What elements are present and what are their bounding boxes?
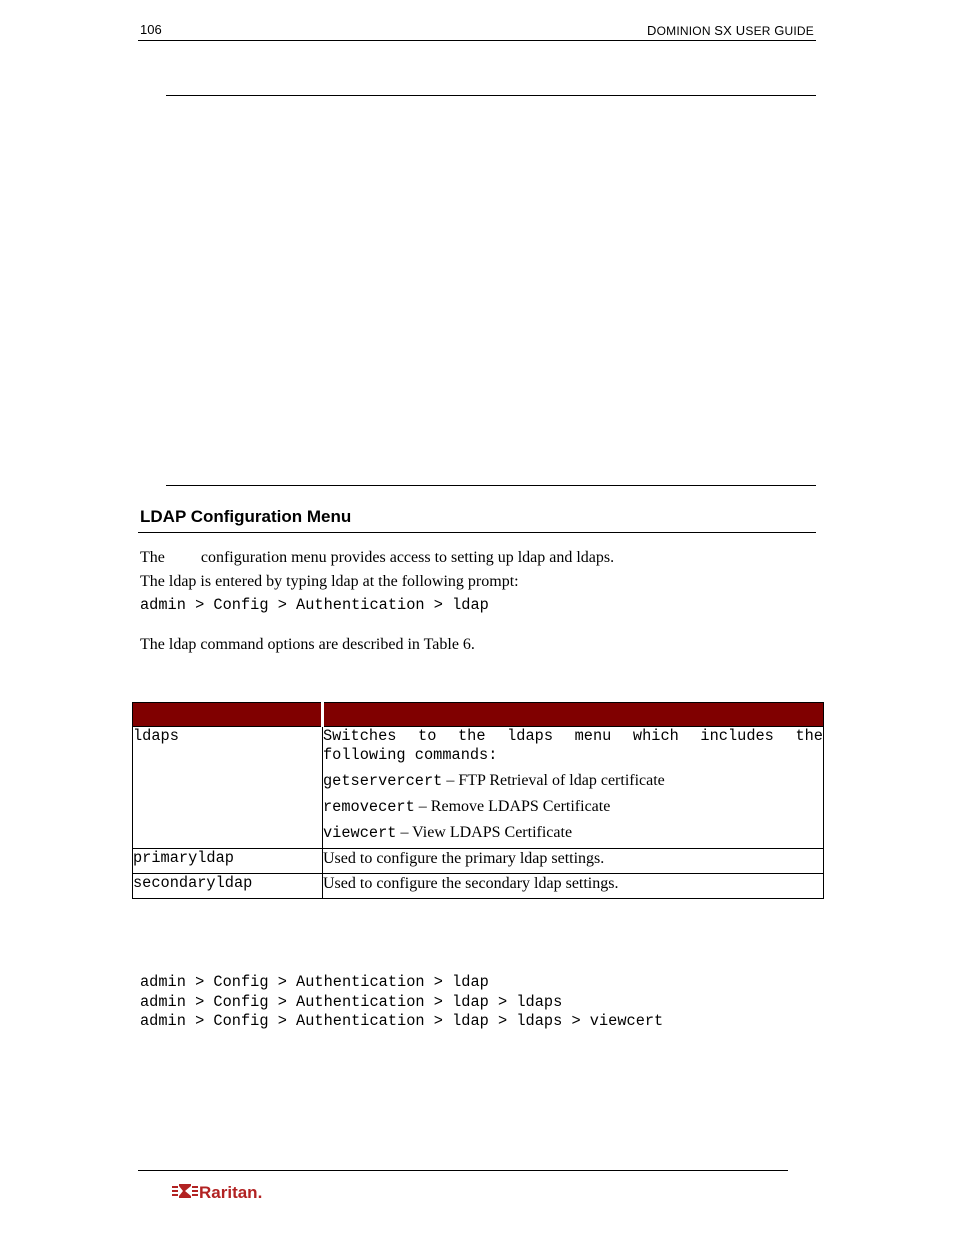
ldap-options-table bbox=[132, 702, 824, 899]
guide-title-part: UIDE bbox=[784, 24, 814, 38]
logo-wordmark: Raritan. bbox=[199, 1183, 263, 1202]
subcommand-name: viewcert bbox=[323, 824, 397, 842]
guide-title-part: D bbox=[647, 23, 657, 38]
prompt-code: admin > Config > Authentication > ldap bbox=[140, 596, 489, 614]
table-row bbox=[133, 727, 824, 849]
description-cell: Used to configure the primary ldap settings. bbox=[323, 849, 824, 874]
example-line: admin > Config > Authentication > ldap > ldaps > viewcert bbox=[140, 1012, 664, 1030]
header-rule bbox=[138, 40, 816, 41]
guide-title-part: SER bbox=[745, 24, 775, 38]
table-row bbox=[133, 849, 824, 874]
command-cell: primaryldap bbox=[133, 849, 323, 874]
table-reference: The ldap command options are described in Table 6. bbox=[140, 636, 475, 653]
guide-title-part: OMINION bbox=[656, 24, 715, 38]
section-title: LDAP Configuration Menu bbox=[140, 507, 352, 526]
figure-bottom-rule bbox=[166, 485, 816, 486]
command-cell: ldaps bbox=[133, 727, 323, 849]
page-number: 106 bbox=[140, 22, 162, 37]
example-line: admin > Config > Authentication > ldap > ldaps bbox=[140, 993, 563, 1011]
section-rule bbox=[138, 532, 816, 533]
guide-title bbox=[647, 23, 814, 38]
raritan-logo bbox=[172, 1178, 282, 1211]
subcommand-desc: – FTP Retrieval of ldap certificate bbox=[442, 772, 665, 789]
figure-top-rule bbox=[166, 95, 816, 96]
description-text: Switches to the ldaps menu which includes the following commands: bbox=[323, 727, 823, 764]
description-cell: Used to configure the secondary ldap settings. bbox=[323, 874, 824, 899]
table-row bbox=[133, 874, 824, 899]
subcommand-desc: – View LDAPS Certificate bbox=[396, 824, 573, 841]
subcommand-name: getservercert bbox=[323, 772, 443, 790]
description-cell bbox=[323, 727, 824, 849]
guide-title-part: G bbox=[774, 23, 785, 38]
table-header-row bbox=[133, 703, 824, 727]
subcommand-item bbox=[323, 823, 823, 843]
table-header-cell bbox=[133, 703, 323, 727]
intro-paragraph: The configuration menu provides access to setting up ldap and ldaps. bbox=[140, 549, 615, 566]
subcommand-item bbox=[323, 771, 823, 791]
footer-rule bbox=[138, 1170, 788, 1171]
table-header-cell bbox=[323, 703, 824, 727]
intro-paragraph: The ldap is entered by typing ldap at the following prompt: bbox=[140, 573, 519, 590]
subcommand-name: removecert bbox=[323, 798, 415, 816]
command-cell: secondaryldap bbox=[133, 874, 323, 899]
subcommand-item bbox=[323, 797, 823, 817]
example-line: admin > Config > Authentication > ldap bbox=[140, 973, 489, 991]
subcommand-desc: – Remove LDAPS Certificate bbox=[414, 798, 611, 815]
raritan-logo-icon bbox=[172, 1178, 282, 1206]
guide-title-part: SX U bbox=[714, 23, 746, 38]
